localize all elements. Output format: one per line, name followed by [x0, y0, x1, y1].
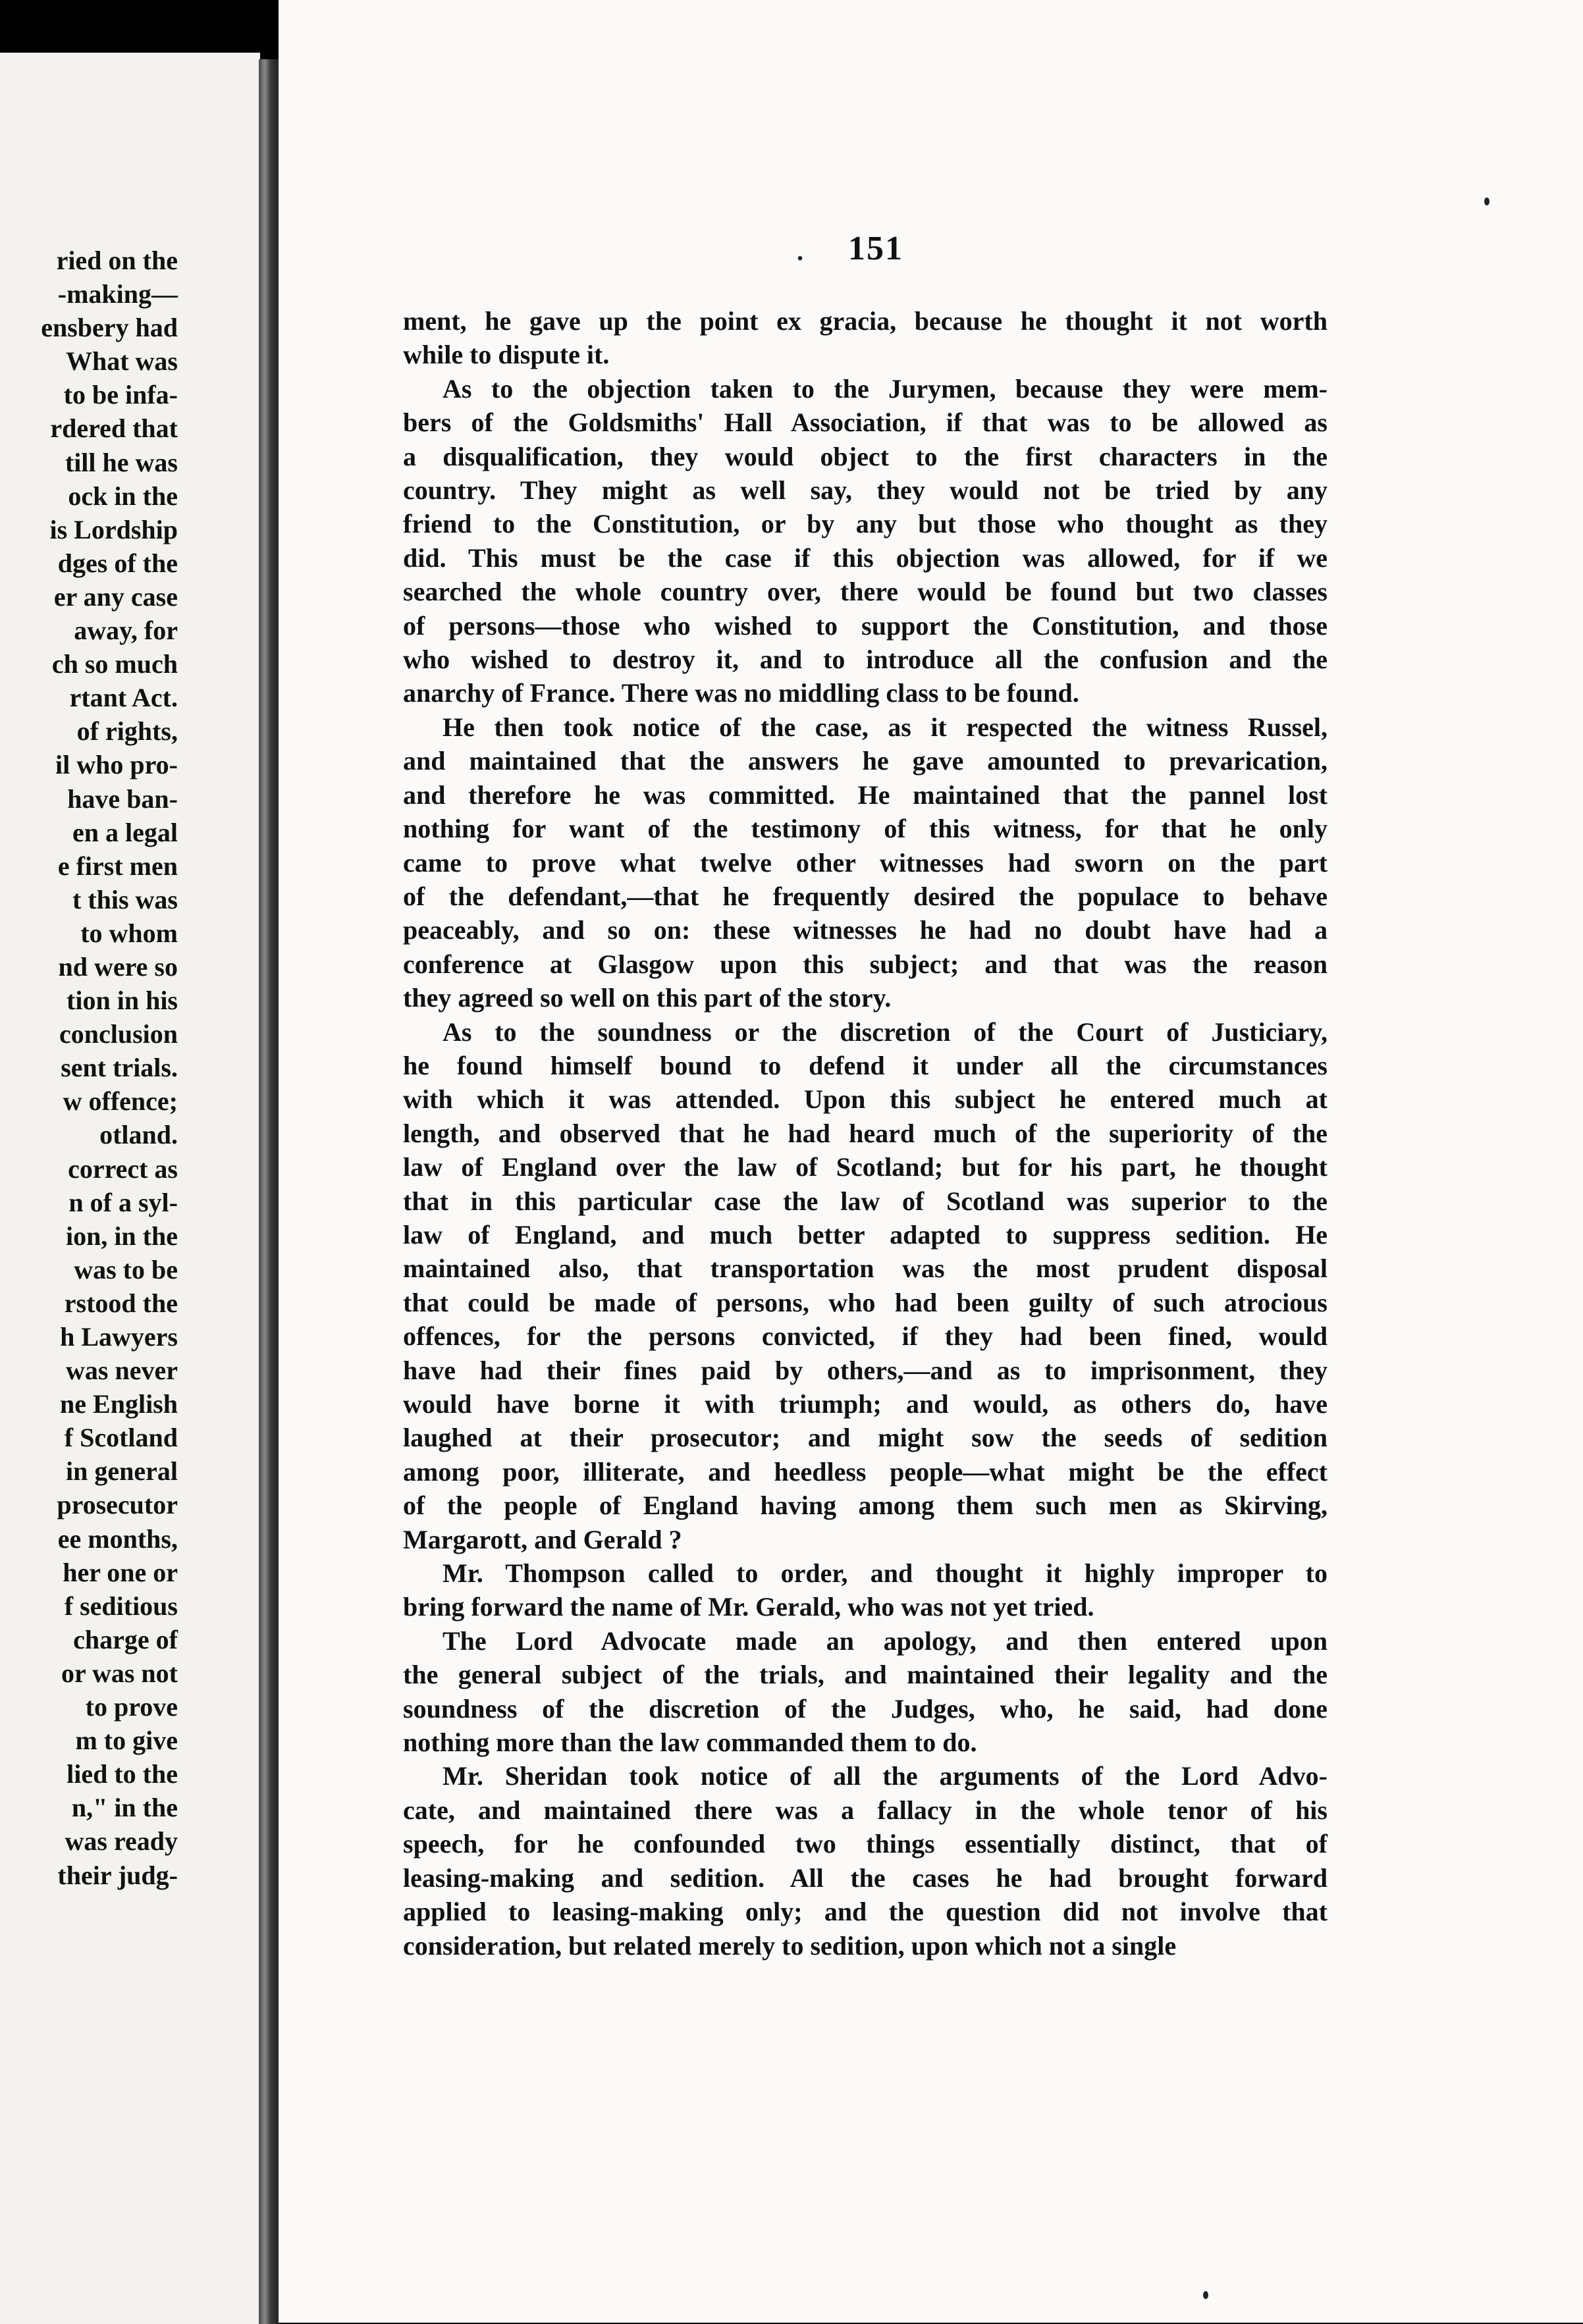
left-page-line: was never — [66, 1356, 178, 1386]
left-page-line: was to be — [74, 1254, 178, 1284]
text-line: leasing-making and sedition. All the cases he had brought forward — [403, 1862, 1328, 1893]
paragraph — [403, 1015, 1328, 1557]
paragraph — [403, 1556, 1328, 1624]
paragraph — [403, 1624, 1328, 1760]
text-line: maintained also, that transportation was the most prudent disposal — [403, 1254, 1328, 1284]
text-line: of persons—those who wished to support the Constitution, and those — [403, 610, 1328, 641]
left-page-line: to be infa- — [63, 380, 178, 410]
paragraph — [403, 304, 1328, 372]
left-page-line: or was not — [61, 1658, 178, 1688]
text-line: Mr. Thompson called to order, and thought it highly improper to — [443, 1558, 1328, 1589]
left-page-line: prosecutor — [57, 1490, 178, 1520]
left-page-line: er any case — [53, 581, 178, 612]
left-page-line: have ban- — [67, 783, 178, 814]
text-line: speech, for he confounded two things essentially distinct, that of — [403, 1829, 1328, 1859]
left-page-line: rstood the — [64, 1288, 178, 1318]
text-line: that could be made of persons, who had been guilty of such atrocious — [403, 1287, 1328, 1317]
left-page-line: e first men — [57, 851, 178, 881]
text-line: the general subject of the trials, and maintained their legality and the — [403, 1660, 1328, 1690]
text-line: and maintained that the answers he gave amounted to prevarication, — [403, 746, 1328, 776]
text-line: As to the soundness or the discretion of the Court of Justiciary, — [443, 1017, 1328, 1047]
left-page-line: otland. — [99, 1120, 178, 1150]
paper-speck — [1203, 2291, 1208, 2299]
paragraph — [403, 710, 1328, 1015]
left-page — [0, 53, 260, 2324]
left-page-line: -making— — [57, 279, 178, 309]
text-line: As to the objection taken to the Jurymen, because they were mem- — [443, 373, 1328, 404]
text-line: with which it was attended. Upon this subject he entered much at — [403, 1084, 1328, 1115]
text-line: bring forward the name of Mr. Gerald, who was not yet tried. — [403, 1592, 1094, 1622]
text-line: among poor, illiterate, and heedless people—what might be the effect — [403, 1456, 1328, 1487]
left-page-line: il who pro- — [55, 750, 178, 780]
text-line: laughed at their prosecutor; and might sow the seeds of sedition — [403, 1423, 1328, 1453]
text-line: country. They might as well say, they would not be tried by any — [403, 475, 1328, 506]
text-line: did. This must be the case if this objection was allowed, for if we — [403, 542, 1328, 573]
left-page-line: rdered that — [50, 413, 178, 444]
left-page-line: n," in the — [71, 1793, 178, 1823]
left-page-line: conclusion — [59, 1019, 178, 1049]
paragraph — [403, 1759, 1328, 1962]
text-line: searched the whole country over, there would be found but two classes — [403, 577, 1328, 607]
text-line: peaceably, and so on: these witnesses he had no doubt have had a — [403, 915, 1328, 945]
text-line: anarchy of France. There was no middling class to be found. — [403, 678, 1079, 708]
left-page-line: their judg- — [57, 1860, 178, 1890]
left-page-line: till he was — [65, 447, 178, 477]
text-line: have had their fines paid by others,—and as to imprisonment, they — [403, 1355, 1328, 1385]
text-line: applied to leasing-making only; and the question did not involve that — [403, 1897, 1328, 1927]
text-line: came to prove what twelve other witnesses had sworn on the part — [403, 847, 1328, 878]
left-page-line: sent trials. — [61, 1053, 178, 1083]
text-line: ment, he gave up the point ex gracia, because he thought it not worth — [403, 306, 1328, 336]
left-page-line: h Lawyers — [60, 1322, 178, 1352]
text-line: a disqualification, they would object to the first characters in the — [403, 441, 1328, 471]
left-page-line: of rights, — [76, 716, 178, 747]
paragraph — [403, 372, 1328, 710]
text-line: length, and observed that he had heard much of the superiority of the — [403, 1118, 1328, 1148]
page-dot: . — [797, 236, 803, 266]
left-page-line: dges of the — [57, 548, 178, 578]
text-line: he found himself bound to defend it under all the circumstances — [403, 1050, 1328, 1080]
text-line: and therefore he was committed. He maintained that the pannel lost — [403, 779, 1328, 810]
text-line: friend to the Constitution, or by any but those who thought as they — [403, 509, 1328, 539]
text-line: consideration, but related merely to sedition, upon which not a single — [403, 1930, 1177, 1961]
left-page-line: ion, in the — [65, 1221, 178, 1251]
page-number: 151 — [848, 230, 903, 267]
left-page-line: en a legal — [72, 817, 178, 847]
text-line: of the people of England having among them such men as Skirving, — [403, 1491, 1328, 1521]
left-page-line: her one or — [63, 1557, 178, 1587]
left-page-line: to whom — [80, 918, 178, 948]
left-page-line: charge of — [73, 1624, 178, 1654]
left-page-line: What was — [65, 346, 178, 377]
text-line: they agreed so well on this part of the story. — [403, 983, 892, 1013]
left-page-line: ensbery had — [41, 313, 178, 343]
text-line: cate, and maintained there was a fallacy in the whole tenor of his — [403, 1795, 1328, 1825]
left-page-line: nd were so — [58, 951, 178, 982]
left-page-line: f seditious — [64, 1591, 178, 1621]
left-page-line: in general — [66, 1456, 178, 1487]
text-line: He then took notice of the case, as it respected the witness Russel, — [443, 712, 1328, 742]
text-line: who wished to destroy it, and to introduce all the confusion and the — [403, 645, 1328, 675]
text-line: law of England, and much better adapted to suppress sedition. He — [403, 1219, 1328, 1250]
paper-speck — [1484, 198, 1489, 205]
left-page-line: ne English — [60, 1389, 178, 1419]
left-page-text — [0, 244, 178, 1892]
left-page-line: away, for — [74, 616, 178, 646]
body-text — [403, 304, 1328, 1963]
left-page-line: w offence; — [63, 1086, 178, 1117]
left-page-line: ock in the — [68, 481, 178, 511]
left-page-line: rtant Act. — [69, 683, 178, 713]
left-page-line: f Scotland — [64, 1423, 178, 1453]
left-page-line: ch so much — [51, 649, 178, 679]
text-line: nothing more than the law commanded them to do. — [403, 1728, 977, 1758]
text-line: that in this particular case the law of Scotland was superior to the — [403, 1186, 1328, 1216]
text-line: conference at Glasgow upon this subject; and that was the reason — [403, 949, 1328, 979]
left-page-line: was ready — [65, 1826, 178, 1857]
text-line: nothing for want of the testimony of this witness, for that he only — [403, 814, 1328, 844]
left-page-line: is Lordship — [49, 514, 178, 544]
text-line: Margarott, and Gerald ? — [403, 1524, 682, 1554]
book-gutter — [259, 59, 279, 2324]
text-line: while to dispute it. — [403, 340, 610, 370]
left-page-line: m to give — [75, 1726, 178, 1756]
text-line: bers of the Goldsmiths' Hall Association, if that was to be allowed as — [403, 408, 1328, 438]
left-page-line: ried on the — [56, 246, 178, 275]
left-page-line: tion in his — [67, 986, 178, 1016]
left-page-line: lied to the — [67, 1759, 178, 1789]
text-line: soundness of the discretion of the Judges, who, he said, had done — [403, 1693, 1328, 1724]
text-line: of the defendant,—that he frequently desired the populace to behave — [403, 881, 1328, 911]
text-line: offences, for the persons convicted, if they had been fined, would — [403, 1321, 1328, 1352]
text-line: law of England over the law of Scotland; but for his part, he thought — [403, 1152, 1328, 1182]
left-page-line: to prove — [85, 1692, 178, 1722]
text-line: Mr. Sheridan took notice of all the arguments of the Lord Advo- — [443, 1761, 1328, 1791]
left-page-line: n of a syl- — [68, 1187, 178, 1217]
left-page-line: t this was — [72, 884, 178, 914]
text-line: would have borne it with triumph; and would, as others do, have — [403, 1389, 1328, 1419]
text-line: The Lord Advocate made an apology, and then entered upon — [443, 1625, 1328, 1656]
left-page-line: ee months, — [57, 1523, 178, 1554]
left-page-line: correct as — [68, 1153, 178, 1184]
